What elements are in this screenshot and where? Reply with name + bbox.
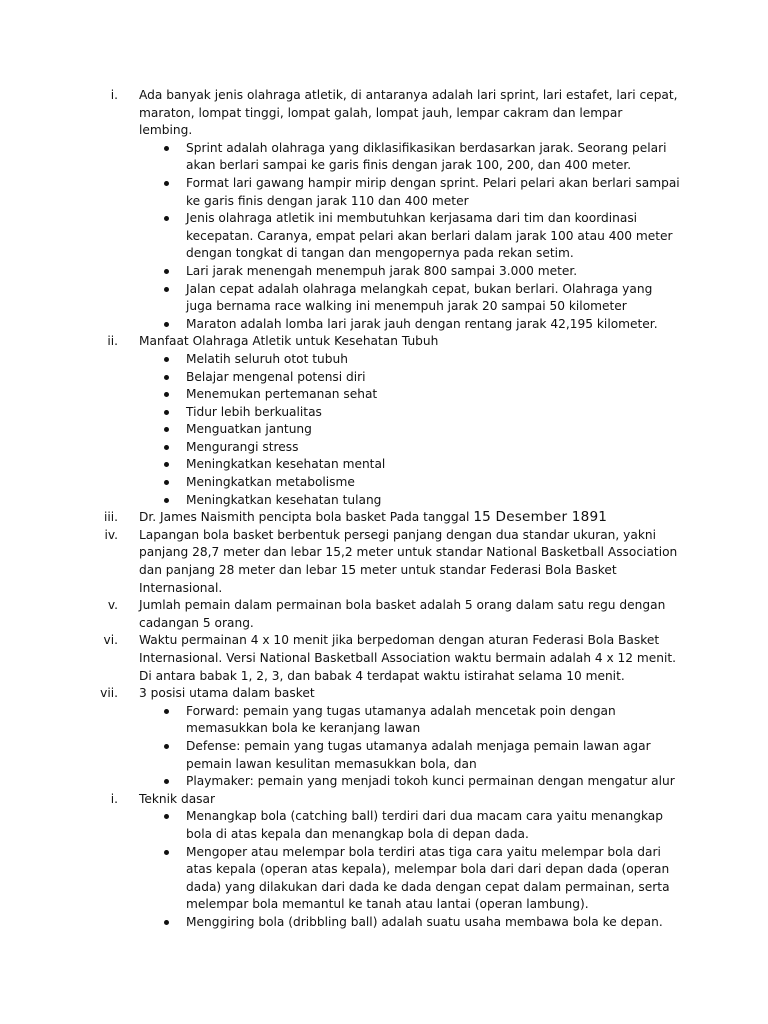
bullet-dot-icon xyxy=(164,146,169,151)
bullet-dot-icon xyxy=(164,814,169,819)
list-item-text xyxy=(139,87,679,140)
bullet-item xyxy=(0,738,768,773)
list-item-marker: vii. xyxy=(100,686,118,701)
bullet-item xyxy=(0,369,768,387)
list-item-body: Waktu permainan 4 x 10 menit jika berpedoman dengan aturan Federasi Bola Basket Internasional. Versi National Basketball Association waktu bermain adalah 4 x 12 menit. Di antara babak 1, 2, 3, dan babak 4 terdapat waktu istirahat selama 10 menit. xyxy=(139,633,677,683)
list-item xyxy=(0,333,768,509)
bullet-item xyxy=(0,773,768,791)
bullet-text: Menggiring bola (dribbling ball) adalah suatu usaha membawa bola ke depan. xyxy=(186,914,663,929)
bullet-dot-icon xyxy=(164,445,169,450)
bullet-item xyxy=(0,844,768,914)
date-text: 15 Desember 1891 xyxy=(473,509,608,526)
list-item-body: Jumlah pemain dalam permainan bola basket adalah 5 orang dalam satu regu dengan cadangan 5 orang. xyxy=(139,598,666,630)
list-item xyxy=(0,87,768,333)
bullet-item xyxy=(0,808,768,843)
bullet-text: Tidur lebih berkualitas xyxy=(186,404,322,419)
bullet-text: Maraton adalah lomba lari jarak jauh dengan rentang jarak 42,195 kilometer. xyxy=(186,316,658,331)
list-item xyxy=(0,597,768,632)
bullet-item xyxy=(0,140,768,175)
bullet-dot-icon xyxy=(164,920,169,925)
bullet-list xyxy=(0,351,768,509)
bullet-text: Sprint adalah olahraga yang diklasifikasikan berdasarkan jarak. Seorang pelari akan berlari sampai ke garis finis dengan jarak 100, 200, dan 400 meter. xyxy=(186,140,667,173)
bullet-text: Meningkatkan kesehatan tulang xyxy=(186,492,382,507)
list-item xyxy=(0,527,768,597)
list-item xyxy=(0,509,768,527)
list-item-body: 3 posisi utama dalam basket xyxy=(139,686,315,701)
list-item-text xyxy=(139,597,679,632)
bullet-dot-icon xyxy=(164,709,169,714)
bullet-text: Menangkap bola (catching ball) terdiri dari dua macam cara yaitu menangkap bola di atas kepala dan menangkap bola di depan dada. xyxy=(186,809,664,841)
bullet-dot-icon xyxy=(164,375,169,380)
bullet-list xyxy=(0,808,768,931)
bullet-dot-icon xyxy=(164,216,169,221)
roman-numeral-list xyxy=(0,87,768,932)
list-item-marker: iv. xyxy=(104,527,118,542)
bullet-item xyxy=(0,351,768,369)
bullet-dot-icon xyxy=(164,410,169,415)
list-item-marker: vi. xyxy=(103,633,118,648)
bullet-item xyxy=(0,263,768,281)
bullet-text: Mengurangi stress xyxy=(186,439,299,454)
list-item-text xyxy=(139,791,679,809)
bullet-item xyxy=(0,404,768,422)
list-item-body: Ada banyak jenis olahraga atletik, di antaranya adalah lari sprint, lari estafet, lari cepat, maraton, lompat tinggi, lompat galah, lompat jauh, lempar cakram dan lempar lembing. xyxy=(139,88,678,138)
list-item-body: Dr. James Naismith pencipta bola basket Pada tanggal xyxy=(139,510,474,525)
bullet-item xyxy=(0,492,768,510)
bullet-list xyxy=(0,703,768,791)
bullet-text: Jalan cepat adalah olahraga melangkah cepat, bukan berlari. Olahraga yang juga bernama race walking ini menempuh jarak 20 sampai 50 kilometer xyxy=(186,281,653,314)
bullet-item xyxy=(0,439,768,457)
list-item-marker: i. xyxy=(110,88,118,102)
bullet-item xyxy=(0,175,768,210)
bullet-dot-icon xyxy=(164,322,169,327)
bullet-item xyxy=(0,456,768,474)
bullet-item xyxy=(0,281,768,316)
bullet-item xyxy=(0,914,768,932)
bullet-text: Format lari gawang hampir mirip dengan sprint. Pelari pelari akan berlari sampai ke garis finis dengan jarak 110 dan 400 meter xyxy=(186,175,680,208)
list-item-text xyxy=(139,509,679,527)
list-item-body: Lapangan bola basket berbentuk persegi panjang dengan dua standar ukuran, yakni panjang 28,7 meter dan lebar 15,2 meter untuk standar National Basketball Association dan panjang 28 meter dan lebar 15 meter untuk standar Federasi Bola Basket Internasional. xyxy=(139,527,678,595)
list-item xyxy=(0,685,768,791)
bullet-text: Defense: pemain yang tugas utamanya adalah menjaga pemain lawan agar pemain lawan kesulitan memasukkan bola, dan xyxy=(186,738,651,771)
list-item-body: Teknik dasar xyxy=(139,791,216,806)
bullet-dot-icon xyxy=(164,357,169,362)
bullet-text: Playmaker: pemain yang menjadi tokoh kunci permainan dengan mengatur alur xyxy=(186,774,675,789)
bullet-text: Lari jarak menengah menempuh jarak 800 sampai 3.000 meter. xyxy=(186,263,578,278)
bullet-text: Melatih seluruh otot tubuh xyxy=(186,351,348,366)
bullet-dot-icon xyxy=(164,269,169,274)
bullet-text: Belajar mengenal potensi diri xyxy=(186,369,366,384)
bullet-text: Meningkatkan metabolisme xyxy=(186,475,355,490)
bullet-dot-icon xyxy=(164,480,169,485)
bullet-list xyxy=(0,140,768,334)
bullet-text: Meningkatkan kesehatan mental xyxy=(186,457,386,472)
bullet-item xyxy=(0,474,768,492)
list-item-marker: i. xyxy=(110,791,118,806)
list-item-marker: v. xyxy=(107,598,118,613)
bullet-item xyxy=(0,703,768,738)
bullet-item xyxy=(0,316,768,334)
list-item xyxy=(0,791,768,932)
bullet-dot-icon xyxy=(164,287,169,292)
bullet-item xyxy=(0,386,768,404)
bullet-dot-icon xyxy=(164,181,169,186)
list-item-body: Manfaat Olahraga Atletik untuk Kesehatan Tubuh xyxy=(139,334,439,349)
bullet-dot-icon xyxy=(164,427,169,432)
list-item-text xyxy=(139,527,679,597)
bullet-dot-icon xyxy=(164,779,169,784)
list-item-marker: iii. xyxy=(103,510,118,525)
bullet-text: Jenis olahraga atletik ini membutuhkan kerjasama dari tim dan koordinasi kecepatan. Caranya, empat pelari akan berlari dalam jarak 100 atau 400 meter dengan tongkat di tangan dan mengopernya pada rekan setim. xyxy=(186,211,673,261)
list-item-text xyxy=(139,333,679,351)
bullet-item xyxy=(0,421,768,439)
bullet-text: Mengoper atau melempar bola terdiri atas tiga cara yaitu melempar bola dari atas kepala (operan atas kepala), melempar bola dari dari depan dada (operan dada) yang dilakukan dari dada ke dada dengan cepat dalam permainan, serta melempar bola memantul ke tanah atau lantai (operan lambung). xyxy=(186,844,670,912)
bullet-text: Forward: pemain yang tugas utamanya adalah mencetak poin dengan memasukkan bola ke keranjang lawan xyxy=(186,703,616,736)
bullet-dot-icon xyxy=(164,392,169,397)
bullet-dot-icon xyxy=(164,744,169,749)
bullet-dot-icon xyxy=(164,498,169,503)
bullet-item xyxy=(0,210,768,263)
list-item-marker: ii. xyxy=(107,334,118,349)
bullet-dot-icon xyxy=(164,850,169,855)
list-item-text xyxy=(139,632,679,685)
list-item xyxy=(0,632,768,685)
bullet-dot-icon xyxy=(164,462,169,467)
bullet-text: Menguatkan jantung xyxy=(186,422,312,437)
bullet-text: Menemukan pertemanan sehat xyxy=(186,387,378,402)
list-item-text xyxy=(139,685,679,703)
